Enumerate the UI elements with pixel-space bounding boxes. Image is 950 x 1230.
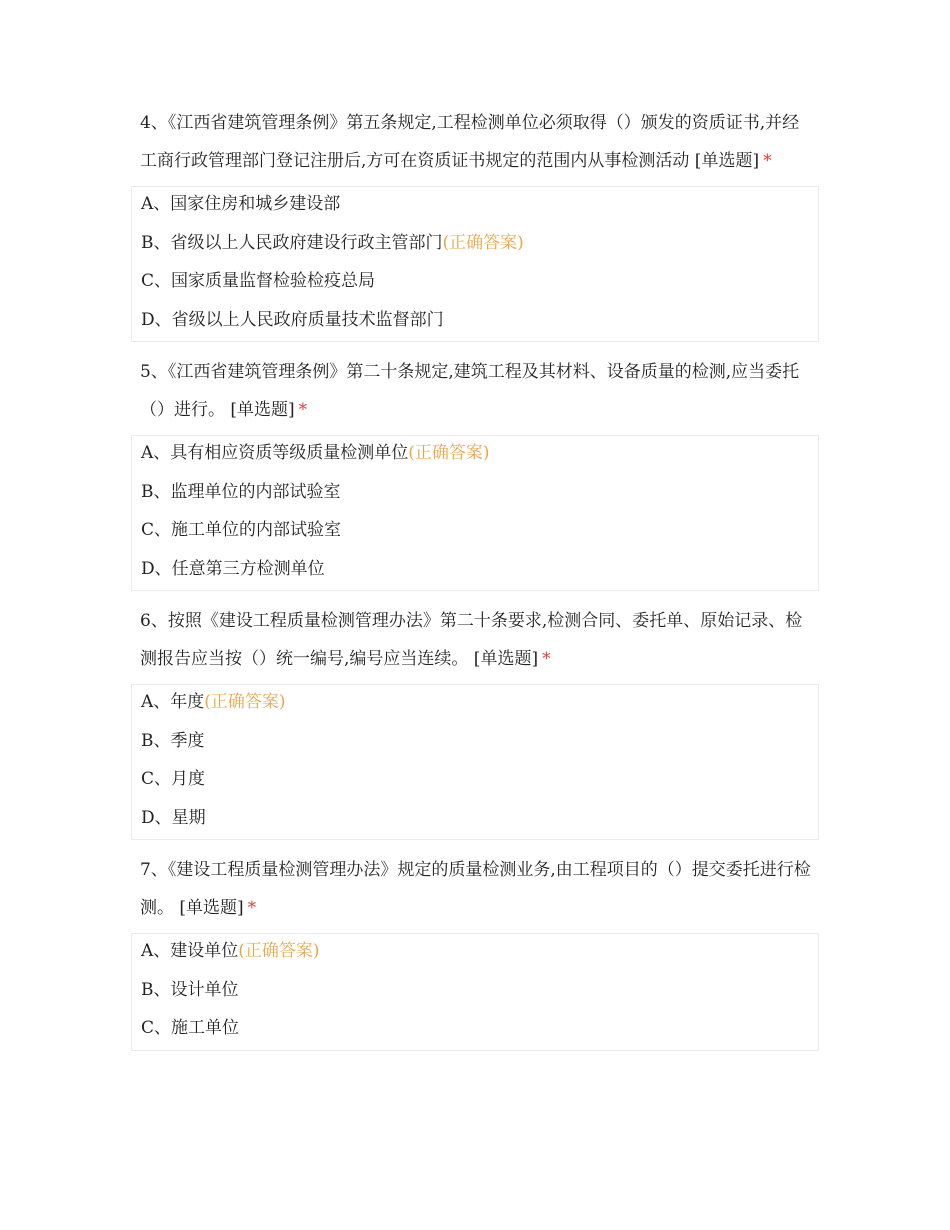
option-a[interactable]: A、具有相应资质等级质量检测单位(正确答案) [141, 443, 490, 463]
required-mark: * [542, 649, 551, 669]
option-c[interactable]: C、施工单位的内部试验室 [141, 520, 342, 540]
options-list [131, 684, 819, 840]
options-list [131, 186, 819, 342]
option-a[interactable]: A、国家住房和城乡建设部 [141, 194, 341, 214]
option-b[interactable]: B、监理单位的内部试验室 [141, 481, 341, 502]
correct-answer-tag: (正确答案) [442, 232, 524, 253]
options-list [131, 933, 819, 1051]
question-7 [131, 851, 819, 1051]
question-4 [131, 104, 819, 342]
options-list [131, 435, 819, 591]
option-d[interactable]: D、星期 [141, 807, 206, 828]
option-a[interactable]: A、建设单位(正确答案) [141, 941, 320, 961]
option-c[interactable]: C、施工单位 [141, 1018, 240, 1038]
question-5 [131, 353, 819, 591]
required-mark: * [247, 898, 257, 918]
question-6 [131, 602, 819, 840]
survey-page [131, 104, 819, 1062]
option-c[interactable]: C、国家质量监督检验检疫总局 [141, 271, 376, 291]
correct-answer-tag: (正确答案) [204, 692, 286, 712]
question-text: 6、按照《建设工程质量检测管理办法》第二十条要求,检测合同、委托单、原始记录、检测报告应当按（）统一编号,编号应当连续。 [单选题] * [140, 611, 803, 669]
option-d[interactable]: D、任意第三方检测单位 [141, 558, 325, 579]
question-text: 5、《江西省建筑管理条例》第二十条规定,建筑工程及其材料、设备质量的检测,应当委托（）进行。 [单选题] * [140, 362, 800, 420]
required-mark: * [763, 151, 772, 171]
question-text: 7、《建设工程质量检测管理办法》规定的质量检测业务,由工程项目的（）提交委托进行检测。 [单选题] * [140, 860, 811, 918]
option-b[interactable]: B、季度 [141, 730, 205, 751]
option-a[interactable]: A、年度(正确答案) [141, 692, 286, 712]
required-mark: * [298, 400, 308, 420]
correct-answer-tag: (正确答案) [238, 941, 320, 961]
option-b[interactable]: B、省级以上人民政府建设行政主管部门(正确答案) [141, 232, 524, 253]
option-c[interactable]: C、月度 [141, 769, 206, 789]
question-text: 4、《江西省建筑管理条例》第五条规定,工程检测单位必须取得（）颁发的资质证书,并经工商行政管理部门登记注册后,方可在资质证书规定的范围内从事检测活动 [单选题] * [140, 113, 800, 171]
option-d[interactable]: D、省级以上人民政府质量技术监督部门 [141, 309, 444, 330]
option-b[interactable]: B、设计单位 [141, 979, 239, 1000]
correct-answer-tag: (正确答案) [408, 443, 490, 463]
